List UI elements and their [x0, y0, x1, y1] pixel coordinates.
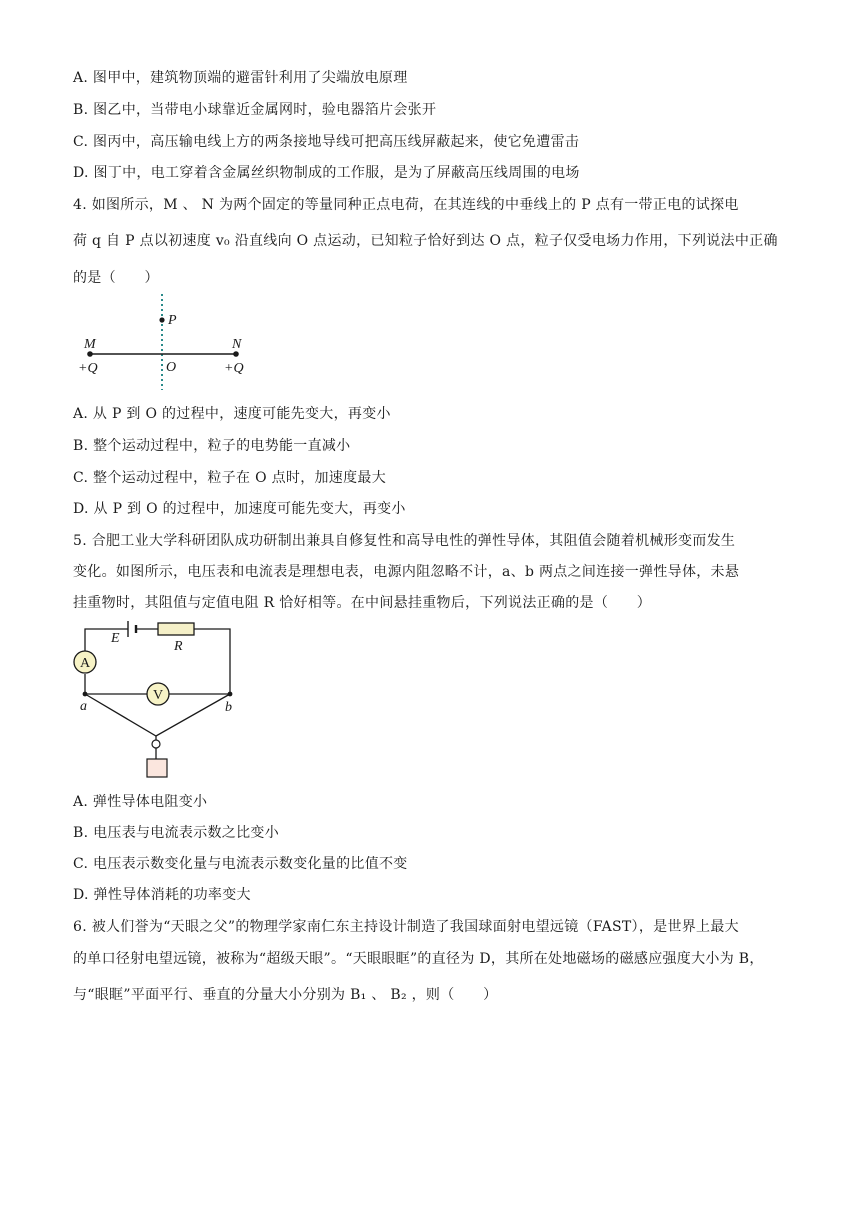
hanging-weight: [147, 759, 167, 777]
q4-charge-figure: [70, 290, 260, 390]
label-n: N: [232, 337, 242, 352]
q5-option-b: B. 电压表与电流表示数之比变小: [73, 825, 279, 841]
q5-stem-line-1: 5. 合肥工业大学科研团队成功研制出兼具自修复性和高导电性的弹性导体，其阻值会随着机械形变而发生: [73, 533, 736, 549]
q6-stem-line-3: 与“眼眶”平面平行、垂直的分量大小分别为 B₁ 、 B₂ ，则（ ）: [73, 987, 498, 1003]
q3-option-c: C. 图丙中，高压输电线上方的两条接地导线可把高压线屏蔽起来，使它免遭雷击: [73, 134, 580, 150]
label-e: E: [111, 631, 120, 646]
q4-option-d: D. 从 P 到 O 的过程中，加速度可能先变大，再变小: [73, 501, 406, 517]
label-a: a: [80, 699, 87, 714]
label-r: R: [174, 639, 183, 654]
node-a: [83, 692, 88, 697]
q5-option-a: A. 弹性导体电阻变小: [73, 794, 208, 810]
label-p: P: [168, 313, 177, 328]
q4-option-b: B. 整个运动过程中，粒子的电势能一直减小: [73, 438, 351, 454]
q5-option-c: C. 电压表示数变化量与电流表示数变化量的比值不变: [73, 856, 408, 872]
q5-stem-line-2: 变化。如图所示，电压表和电流表是理想电表，电源内阻忽略不计，a、b 两点之间连接一弹性导体，未悬: [73, 564, 740, 580]
q3-option-d: D. 图丁中，电工穿着含金属丝织物制成的工作服，是为了屏蔽高压线周围的电场: [73, 165, 580, 181]
point-p: [159, 317, 164, 322]
q3-option-a: A. 图甲中，建筑物顶端的避雷针利用了尖端放电原理: [73, 70, 408, 86]
q6-stem-line-2: 的单口径射电望远镜，被称为“超级天眼”。“天眼眼眶”的直径为 D，其所在处地磁场的磁感应强度大小为 B，: [73, 951, 764, 967]
label-m: M: [84, 337, 96, 352]
q3-option-b: B. 图乙中，当带电小球靠近金属网时，验电器箔片会张开: [73, 102, 437, 118]
q4-option-c: C. 整个运动过程中，粒子在 O 点时，加速度最大: [73, 470, 386, 486]
charge-m: [87, 351, 93, 357]
node-b: [228, 692, 233, 697]
label-b: b: [225, 700, 232, 715]
q6-stem-line-1: 6. 被人们誉为“天眼之父”的物理学家南仁东主持设计制造了我国球面射电望远镜（FAST），是世界上最大: [73, 919, 739, 935]
label-o: O: [166, 360, 177, 375]
q4-option-a: A. 从 P 到 O 的过程中，速度可能先变大，再变小: [73, 406, 391, 422]
q5-stem-line-3: 挂重物时，其阻值与定值电阻 R 恰好相等。在中间悬挂重物后，下列说法正确的是（ ）: [73, 595, 652, 611]
label-right-charge: +Q: [224, 361, 244, 376]
hook-ring: [152, 740, 160, 748]
label-left-charge: +Q: [78, 361, 98, 376]
q5-circuit-figure: [70, 618, 250, 783]
label-voltmeter: V: [153, 688, 164, 703]
q4-stem-line-2: 荷 q 自 P 点以初速度 v₀ 沿直线向 O 点运动，已知粒子恰好到达 O 点，粒子仅受电场力作用，下列说法中正确: [73, 233, 778, 249]
resistor-r: [158, 623, 194, 635]
label-ammeter: A: [80, 656, 91, 671]
q4-stem-line-3: 的是（ ）: [73, 270, 159, 286]
q4-stem-line-1: 4. 如图所示，M 、 N 为两个固定的等量同种正点电荷，在其连线的中垂线上的 P 点有一带正电的试探电: [73, 197, 739, 213]
charge-n: [233, 351, 239, 357]
q5-option-d: D. 弹性导体消耗的功率变大: [73, 887, 251, 903]
